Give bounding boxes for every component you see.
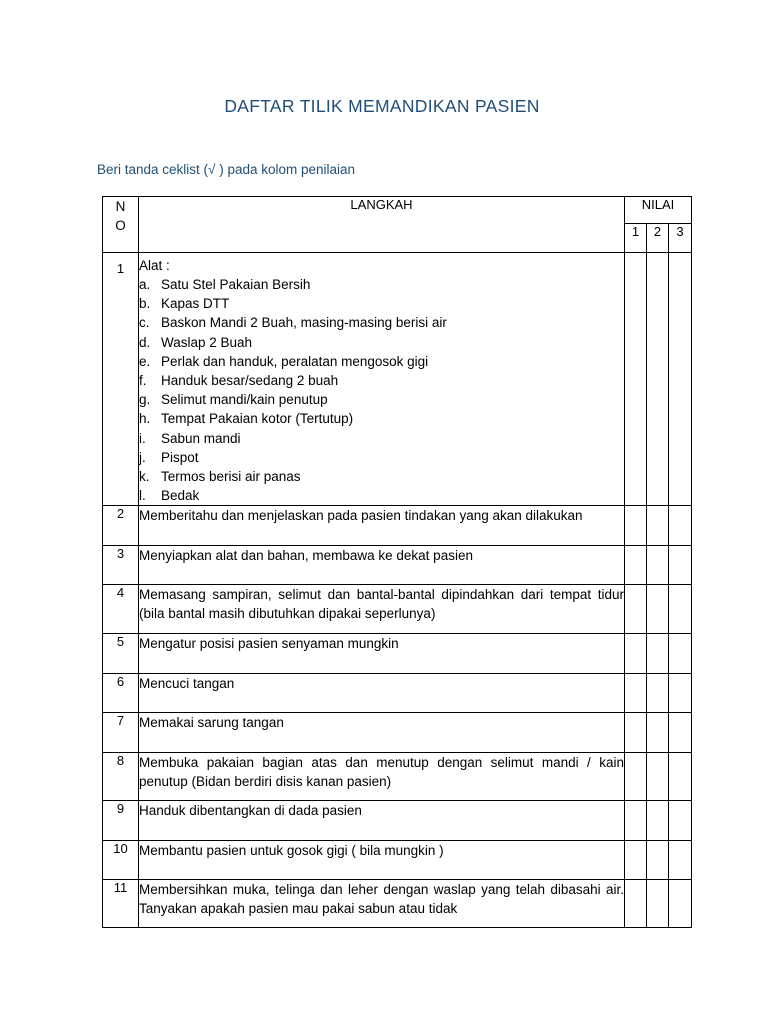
score-cell[interactable] (625, 634, 647, 674)
score-cell[interactable] (647, 713, 669, 753)
score-cell[interactable] (625, 753, 647, 801)
alat-list (139, 275, 624, 505)
score-cell[interactable] (669, 674, 692, 713)
step-cell (139, 253, 625, 506)
step-cell: Mencuci tangan (139, 674, 625, 713)
table-row (103, 801, 692, 841)
score-cell[interactable] (669, 253, 692, 506)
score-cell[interactable] (669, 753, 692, 801)
row-number: 11 (103, 880, 139, 928)
score-cell[interactable] (647, 801, 669, 841)
score-cell[interactable] (669, 801, 692, 841)
score-header-1: 1 (625, 224, 647, 253)
row-number: 3 (103, 546, 139, 585)
column-header-nilai: NILAI (625, 197, 692, 224)
column-header-no (103, 197, 139, 253)
page-title: DAFTAR TILIK MEMANDIKAN PASIEN (224, 96, 540, 116)
score-cell[interactable] (625, 674, 647, 713)
row-number: 9 (103, 801, 139, 841)
list-item: j. Pispot (139, 449, 199, 465)
row-number: 10 (103, 841, 139, 880)
row-number: 4 (103, 585, 139, 634)
score-cell[interactable] (625, 841, 647, 880)
score-cell[interactable] (625, 253, 647, 506)
score-cell[interactable] (669, 506, 692, 546)
step-cell: Membantu pasien untuk gosok gigi ( bila mungkin ) (139, 841, 625, 880)
list-item: i. Sabun mandi (139, 430, 241, 446)
row-number: 2 (103, 506, 139, 546)
row-number: 8 (103, 753, 139, 801)
table-row (103, 674, 692, 713)
list-item: k. Termos berisi air panas (139, 469, 301, 485)
table-row (103, 880, 692, 928)
table-row (103, 253, 692, 506)
checklist-table (102, 196, 692, 928)
score-cell[interactable] (647, 674, 669, 713)
table-row (103, 753, 692, 801)
score-cell[interactable] (625, 506, 647, 546)
list-item: d. Waslap 2 Buah (139, 334, 253, 350)
score-cell[interactable] (625, 585, 647, 634)
row-number: 7 (103, 713, 139, 753)
list-item: l. Bedak (139, 488, 200, 504)
score-cell[interactable] (647, 841, 669, 880)
step-cell: Memakai sarung tangan (139, 713, 625, 753)
row-number: 5 (103, 634, 139, 674)
list-item: c. Baskon Mandi 2 Buah, masing-masing berisi air (139, 315, 447, 331)
score-cell[interactable] (669, 880, 692, 928)
score-cell[interactable] (669, 546, 692, 585)
step-cell: Menyiapkan alat dan bahan, membawa ke dekat pasien (139, 546, 625, 585)
step-cell: Mengatur posisi pasien senyaman mungkin (139, 634, 625, 674)
step-cell: Membersihkan muka, telinga dan leher dengan waslap yang telah dibasahi air. Tanyakan apakah pasien mau pakai sabun atau tidak (139, 880, 625, 928)
table-row (103, 506, 692, 546)
score-cell[interactable] (647, 880, 669, 928)
score-cell[interactable] (625, 801, 647, 841)
alat-heading: Alat : (139, 258, 170, 273)
score-header-2: 2 (647, 224, 669, 253)
score-cell[interactable] (669, 634, 692, 674)
score-cell[interactable] (647, 253, 669, 506)
list-item: f. Handuk besar/sedang 2 buah (139, 373, 339, 389)
score-cell[interactable] (647, 546, 669, 585)
score-cell[interactable] (647, 506, 669, 546)
row-number: 1 (103, 253, 139, 506)
score-cell[interactable] (647, 753, 669, 801)
row-number: 6 (103, 674, 139, 713)
score-cell[interactable] (625, 546, 647, 585)
score-header-3: 3 (669, 224, 692, 253)
step-cell: Memberitahu dan menjelaskan pada pasien tindakan yang akan dilakukan (139, 506, 625, 546)
column-header-no-line1: N (115, 199, 126, 214)
step-cell: Membuka pakaian bagian atas dan menutup dengan selimut mandi / kain penutup (Bidan berdiri disis kanan pasien) (139, 753, 625, 801)
table-row (103, 713, 692, 753)
score-cell[interactable] (669, 841, 692, 880)
list-item: e. Perlak dan handuk, peralatan mengosok gigi (139, 353, 429, 369)
list-item: g. Selimut mandi/kain penutup (139, 392, 328, 408)
list-item: b. Kapas DTT (139, 296, 230, 312)
step-cell: Handuk dibentangkan di dada pasien (139, 801, 625, 841)
score-cell[interactable] (625, 713, 647, 753)
column-header-langkah: LANGKAH (139, 197, 625, 253)
list-item: a. Satu Stel Pakaian Bersih (139, 277, 311, 292)
table-row (103, 546, 692, 585)
table-row (103, 634, 692, 674)
table-row (103, 841, 692, 880)
score-cell[interactable] (647, 634, 669, 674)
instruction-text: Beri tanda ceklist (√ ) pada kolom penilaian (97, 162, 356, 177)
score-cell[interactable] (647, 585, 669, 634)
step-cell: Memasang sampiran, selimut dan bantal-bantal dipindahkan dari tempat tidur (bila bantal masih dibutuhkan dipakai seperlunya) (139, 585, 625, 634)
score-cell[interactable] (669, 713, 692, 753)
column-header-no-line2: O (115, 218, 126, 233)
score-cell[interactable] (625, 880, 647, 928)
table-row (103, 585, 692, 634)
score-cell[interactable] (669, 585, 692, 634)
list-item: h. Tempat Pakaian kotor (Tertutup) (139, 411, 354, 427)
